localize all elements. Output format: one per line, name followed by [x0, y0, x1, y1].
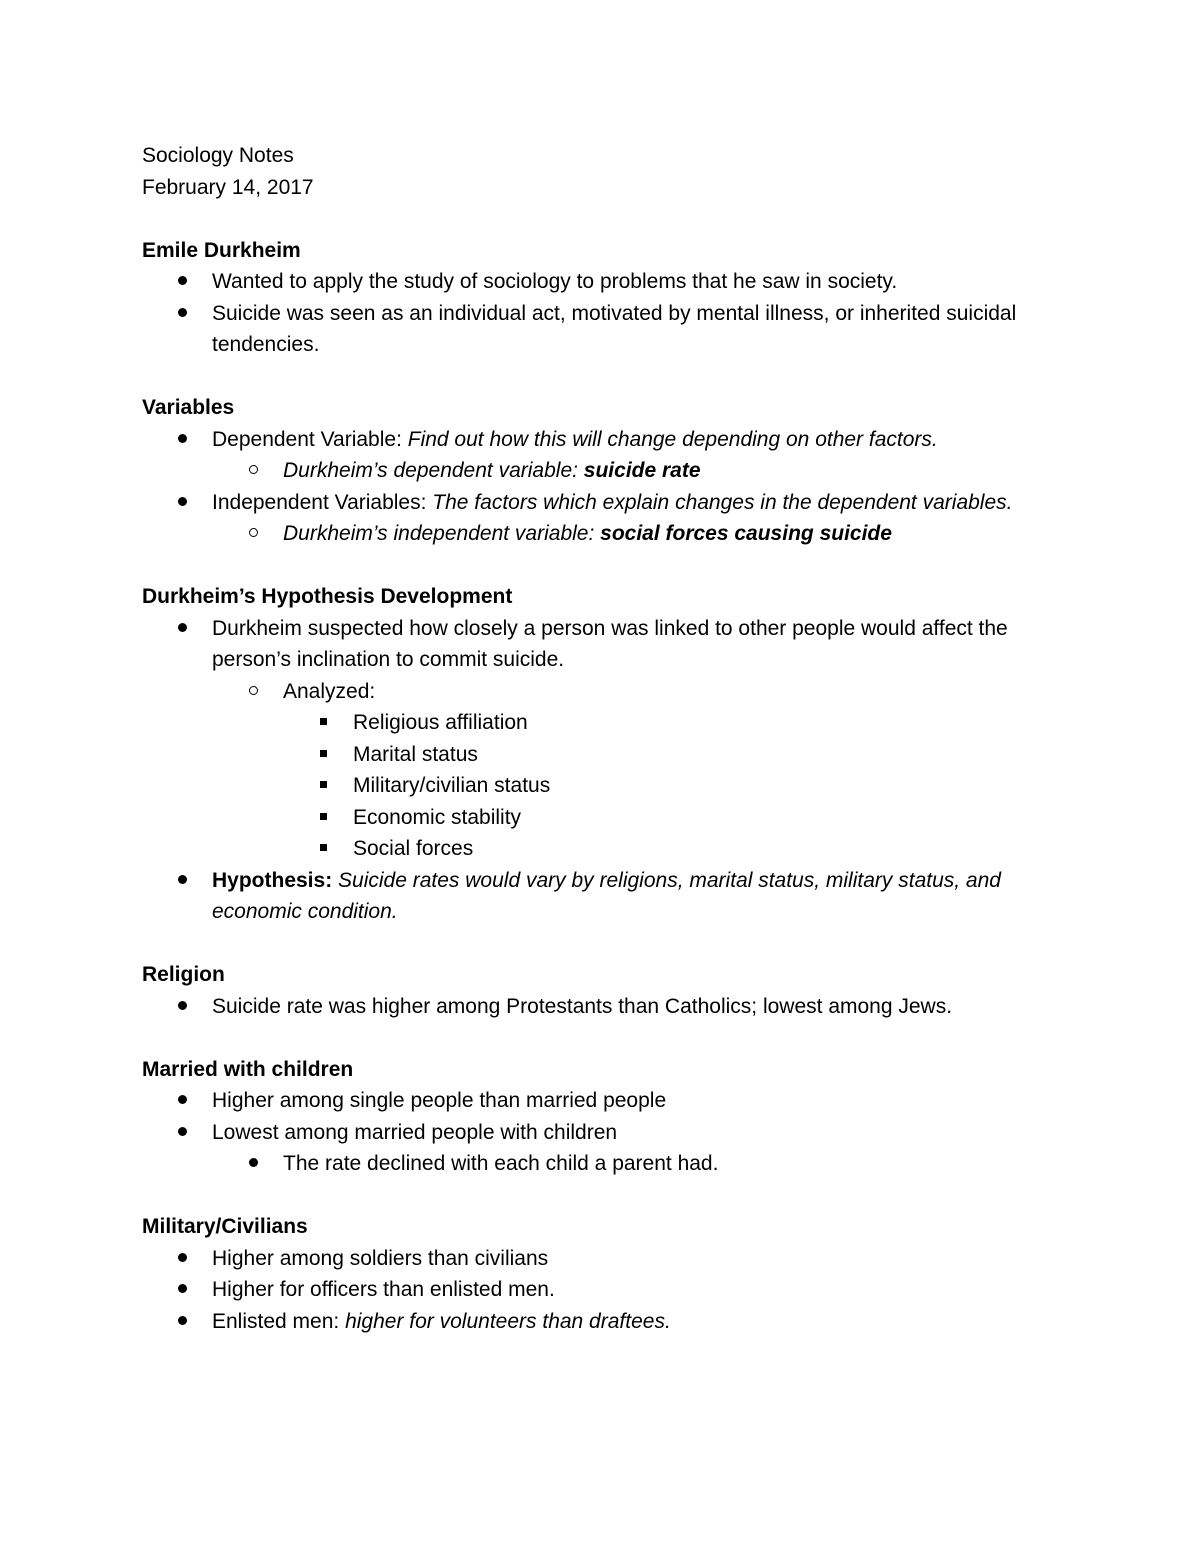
independent-label: Independent Variables: — [212, 490, 433, 514]
section-heading-married: Married with children — [142, 1057, 354, 1081]
analyzed-item — [142, 739, 1082, 771]
hypothesis-label: Hypothesis: — [212, 868, 339, 892]
spacer — [142, 1180, 1082, 1212]
spacer — [142, 550, 1082, 582]
list-item — [142, 991, 1082, 1023]
bullet-disc-icon — [243, 1148, 263, 1180]
analyzed-item-text: Religious affiliation — [353, 711, 528, 734]
section-heading-military: Military/Civilians — [142, 1215, 308, 1238]
list-item-dependent-variable — [142, 424, 1082, 456]
analyzed-item — [142, 833, 1082, 865]
list-item-text: Durkheim suspected how closely a person was linked to other people would affect the person’s inclination to commit suicide. — [212, 616, 1008, 671]
bullet-disc-icon — [172, 613, 192, 645]
bullet-disc-icon — [172, 298, 192, 330]
spacer — [142, 928, 1082, 960]
section-heading-variables: Variables — [142, 396, 235, 419]
list-item-independent-variable — [142, 487, 1032, 519]
bullet-disc-icon — [172, 991, 192, 1023]
list-item-text: Higher for officers than enlisted men. — [212, 1278, 555, 1301]
dependent-sub-value: suicide rate — [583, 459, 701, 482]
analyzed-item — [142, 707, 1082, 739]
list-item — [142, 266, 1082, 298]
analyzed-item-text: Marital status — [353, 742, 478, 766]
list-item-text: Suicide rate was higher among Protestants than Catholics; lowest among Jews. — [212, 994, 953, 1018]
analyzed-item-text: Economic stability — [353, 805, 522, 829]
bullet-disc-icon — [172, 1117, 192, 1149]
sub-list-item — [142, 518, 1082, 550]
list-item — [142, 1306, 1082, 1338]
list-item-text: Wanted to apply the study of sociology to problems that he saw in society. — [212, 270, 898, 293]
list-item-text: Higher among soldiers than civilians — [212, 1246, 549, 1270]
list-item-text: Lowest among married people with children — [212, 1120, 618, 1144]
list-item — [142, 298, 1032, 361]
spacer — [142, 203, 1082, 235]
list-item — [142, 1274, 1082, 1306]
list-item-text: Suicide was seen as an individual act, motivated by mental illness, or inherited suicidal tendencies. — [212, 301, 1017, 356]
bullet-disc-icon — [172, 266, 192, 298]
bullet-square-icon — [313, 802, 333, 834]
bullet-disc-icon — [172, 1243, 192, 1275]
bullet-disc-icon — [172, 487, 192, 519]
bullet-circle-icon — [243, 518, 263, 550]
independent-sub-value: social forces causing suicide — [600, 522, 892, 545]
document-title: Sociology Notes — [142, 144, 294, 167]
enlisted-label: Enlisted men: — [212, 1309, 346, 1333]
list-item — [142, 1243, 1082, 1275]
analyzed-item — [142, 770, 1082, 802]
analyzed-item — [142, 802, 1082, 834]
bullet-circle-icon — [243, 455, 263, 487]
bullet-square-icon — [313, 833, 333, 865]
list-item — [142, 1117, 1082, 1149]
dependent-definition: Find out how this will change depending on other factors. — [407, 427, 938, 451]
bullet-square-icon — [313, 707, 333, 739]
bullet-disc-icon — [172, 424, 192, 456]
independent-sub-label: Durkheim’s independent variable: — [283, 522, 601, 545]
dependent-sub-label: Durkheim’s dependent variable: — [283, 459, 584, 482]
list-item — [142, 613, 1012, 676]
sub-list-item — [142, 676, 1082, 708]
bullet-disc-icon — [172, 1274, 192, 1306]
hypothesis-text: Suicide rates would vary by religions, marital status, military status, and economic condition. — [212, 868, 1001, 923]
bullet-square-icon — [313, 770, 333, 802]
enlisted-text: higher for volunteers than draftees. — [345, 1309, 671, 1333]
list-item-text: Higher among single people than married people — [212, 1089, 667, 1112]
section-heading-religion: Religion — [142, 963, 225, 986]
analyzed-item-text: Social forces — [353, 837, 474, 860]
bullet-disc-icon — [172, 1306, 192, 1338]
spacer — [142, 361, 1082, 393]
independent-definition: The factors which explain changes in the dependent variables. — [432, 490, 1013, 514]
bullet-disc-icon — [172, 1085, 192, 1117]
section-heading-hypothesis-development: Durkheim’s Hypothesis Development — [142, 585, 513, 608]
bullet-circle-icon — [243, 676, 263, 708]
document-date: February 14, 2017 — [142, 175, 314, 199]
sub-list-item-text: The rate declined with each child a parent had. — [283, 1152, 719, 1175]
list-item — [142, 1085, 1082, 1117]
document-page — [142, 140, 1082, 1337]
sub-list-item — [142, 455, 1082, 487]
section-heading-durkheim: Emile Durkheim — [142, 238, 301, 262]
bullet-square-icon — [313, 739, 333, 771]
analyzed-label: Analyzed: — [283, 679, 376, 703]
analyzed-item-text: Military/civilian status — [353, 774, 551, 797]
sub-list-item — [142, 1148, 1082, 1180]
list-item-hypothesis — [142, 865, 1072, 928]
bullet-disc-icon — [172, 865, 192, 897]
dependent-label: Dependent Variable: — [212, 427, 408, 451]
spacer — [142, 1022, 1082, 1054]
